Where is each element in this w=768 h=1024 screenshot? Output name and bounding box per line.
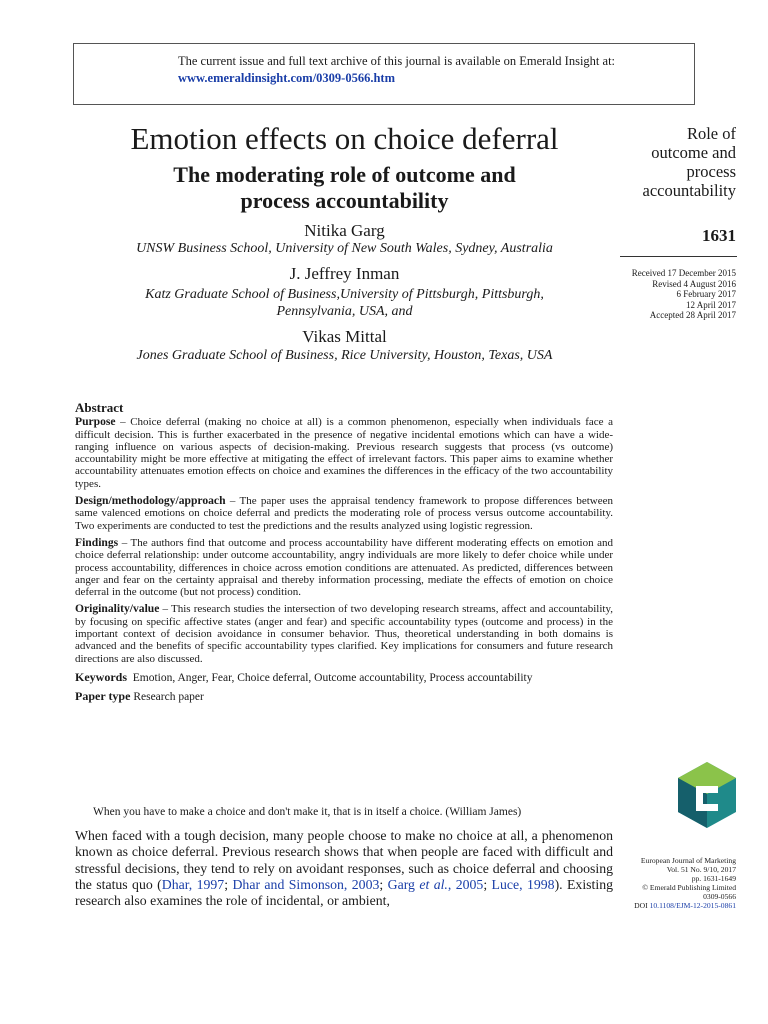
journal-url-link[interactable]: www.emeraldinsight.com/0309-0566.htm (178, 71, 395, 85)
received-dates (632, 268, 736, 321)
page-number: 1631 (702, 226, 736, 245)
keywords-label: Keywords (75, 669, 127, 684)
citation-author: Garg (387, 876, 420, 892)
journal-line: 0309-0566 (703, 892, 736, 901)
findings-text: – The authors find that outcome and process accountability have different moderating effects on emotion and choice deferral relationship: under outcome accountability, angry individuals are more likely to defer choice while under process accountability, differences in choice across emotion conditions are attenuated. As predicted, differences between anger and fear on the certainty appraisal and thereby information processing, mediate the effects of emotion on choice deferral in the outcome (but not process) condition. (75, 536, 613, 599)
citation-link[interactable]: Dhar, 1997 (161, 876, 225, 892)
article-title: Emotion effects on choice deferral (130, 121, 559, 156)
journal-info (634, 856, 736, 910)
doi-label: DOI (634, 901, 650, 910)
article-subtitle (72, 162, 617, 214)
originality-text: – This research studies the intersection of two developing research streams, affect and accountability, by focusing on specific affective states (anger and fear) and specific accountability types (outcome and process) in the important context of decision avoidance in consumer behavior. Thus, theoretical understanding in both domains is advanced and the benefits of specific accountability types clarified. Key implications for consumers and future research directions are also discussed. (75, 603, 613, 665)
purpose-label: Purpose (75, 415, 116, 429)
epigraph-quote: When you have to make a choice and don't make it, that is in itself a choice. (William James) (93, 806, 522, 818)
journal-line: © Emerald Publishing Limited (642, 883, 736, 892)
author-name: Nitika Garg (304, 221, 385, 240)
keywords (75, 671, 613, 684)
author-name: Vikas Mittal (302, 327, 387, 346)
running-title-line: process (686, 162, 736, 181)
citation-separator: ; (379, 876, 388, 892)
date-line: Revised 4 August 2016 (652, 278, 736, 289)
journal-line: pp. 1631-1649 (691, 874, 736, 883)
abstract-section (75, 402, 613, 710)
journal-line: European Journal of Marketing (640, 856, 736, 865)
findings-label: Findings (75, 535, 119, 549)
doi-line (634, 901, 736, 910)
crossmark-logo-icon[interactable] (674, 760, 740, 830)
citation-year: , 2005 (447, 876, 484, 892)
author-affiliation: Pennsylvania, USA, and (276, 304, 413, 319)
keywords-text: Emotion, Anger, Fear, Choice deferral, Outcome accountability, Process accountability (132, 671, 533, 684)
citation-separator: ; (483, 876, 492, 892)
date-line: 12 April 2017 (685, 299, 736, 310)
author-affiliation: UNSW Business School, University of New South Wales, Sydney, Australia (136, 241, 553, 256)
date-line: 6 February 2017 (676, 289, 736, 299)
paper-type (75, 690, 613, 703)
author-affiliation: Katz Graduate School of Business,University of Pittsburgh, Pittsburgh, (145, 287, 544, 302)
abstract-originality (75, 603, 613, 664)
abstract-purpose (75, 416, 613, 490)
running-title-line: outcome and (651, 143, 736, 162)
paper-type-label: Paper type (75, 689, 131, 704)
journal-archive-notice (73, 43, 695, 105)
date-line: Accepted 28 April 2017 (649, 310, 736, 320)
citation-link[interactable]: Dhar and Simonson, 2003 (232, 876, 380, 892)
body-text: When faced with a tough decision, many people choose to make no choice at all, a phenomenon known as choice deferral. Previous research shows that when people are faced with difficult and stressful decisions, they tend to rely on avoidant responses, such as choice deferral and choosing the status quo ( (75, 828, 613, 892)
citation-link[interactable] (388, 877, 484, 892)
subtitle-line-1: The moderating role of outcome and (173, 162, 516, 187)
citation-link[interactable]: Luce, 1998 (491, 876, 555, 892)
subtitle-line-2: process accountability (240, 188, 449, 213)
citation-separator: ; (224, 876, 233, 892)
abstract-heading: Abstract (75, 400, 124, 415)
purpose-text: – Choice deferral (making no choice at all) is a common phenomenon, especially when individuals face a difficult decision. This is further exacerbated in the presence of negative incidental emotions which can have a wide-ranging influence on various aspects of decision-making. Previous research suggests that process (vs outcome) accountability might be more effective at mitigating the effect of irrelevant factors. This paper aims to examine whether accountability attenuates emotion effects on choice and examines the differences in the efficacy of the two accountability types. (75, 416, 613, 490)
abstract-design (75, 495, 613, 532)
running-title-line: accountability (642, 181, 736, 200)
doi-link[interactable]: 10.1108/EJM-12-2015-0861 (649, 901, 736, 910)
citation-etal: et al. (419, 876, 448, 892)
body-paragraph (75, 828, 613, 909)
abstract-findings (75, 537, 613, 598)
date-line: Received 17 December 2015 (631, 268, 736, 278)
author-affiliation: Jones Graduate School of Business, Rice University, Houston, Texas, USA (136, 348, 553, 363)
author-name: J. Jeffrey Inman (289, 264, 400, 283)
notice-text: The current issue and full text archive of this journal is available on Emerald Insight at: (178, 54, 616, 68)
body-text: ). Existing research also examines the role of incidental, or ambient, (75, 876, 613, 909)
design-text: – The paper uses the appraisal tendency framework to propose differences between same valenced emotions on choice deferral and predicts the moderating role of process versus outcome accountability. Two experiments are conducted to test the predictions and the results analyzed using logistic regression. (75, 495, 613, 532)
running-title-line: Role of (686, 124, 736, 143)
running-title (596, 124, 736, 200)
design-label: Design/methodology/approach (75, 494, 226, 508)
originality-label: Originality/value (75, 602, 160, 616)
sidebar-divider (620, 256, 737, 257)
paper-type-text: Research paper (133, 691, 204, 704)
journal-line: Vol. 51 No. 9/10, 2017 (666, 865, 736, 874)
